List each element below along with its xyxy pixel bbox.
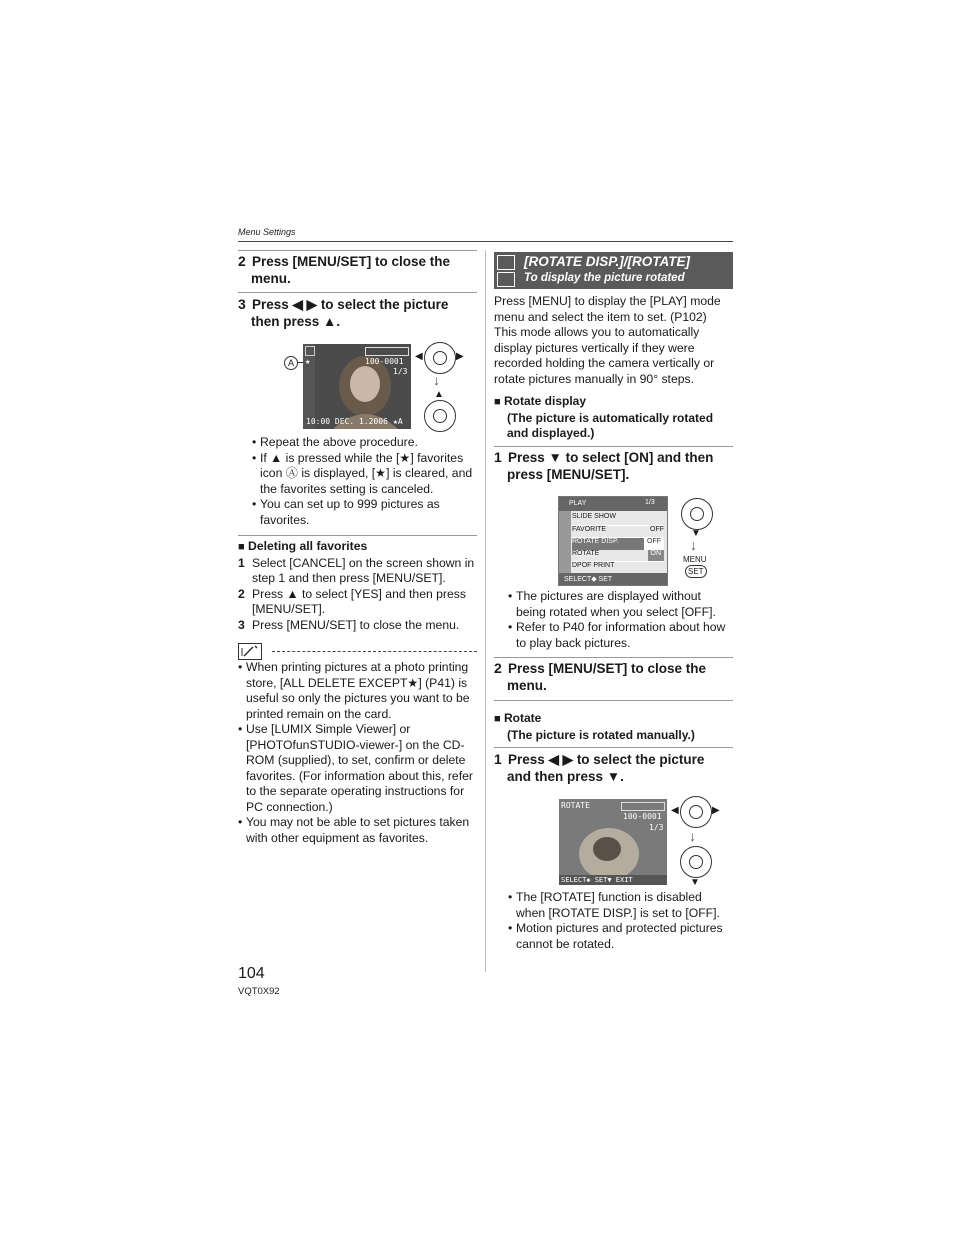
camera-screen: ★ 100-0001 1/3 10:00 DEC. 1.2006 ★A xyxy=(303,344,411,429)
battery-status-icon xyxy=(621,802,665,811)
square-bullet-icon: ■ xyxy=(494,713,501,725)
right-arrow-icon: ▶ xyxy=(712,805,720,816)
top-rule xyxy=(238,241,733,242)
rotate-label: ROTATE xyxy=(561,801,590,810)
section-subtitle: To display the picture rotated xyxy=(524,272,685,284)
note-icon xyxy=(238,643,262,660)
dpad-left-right-icon xyxy=(680,796,712,828)
marker-a-icon: A xyxy=(284,356,298,370)
list-item: Press ▲ to select [YES] and then press [MENU/SET]. xyxy=(252,586,466,616)
menu-item-selected[interactable]: ROTATE DISP. OFF xyxy=(572,538,664,550)
column-divider xyxy=(485,250,486,972)
list-item: • You can set up to 999 pictures as favorites. xyxy=(252,497,480,528)
list-item: Select [CANCEL] on the screen shown in step 1 and then press [MENU/SET]. xyxy=(252,555,475,585)
list-item: • If ▲ is pressed while the [★] favorites icon Ⓐ is displayed, [★] is cleared, and the favorites setting is canceled. xyxy=(252,451,480,498)
rotate-display-heading: ■ Rotate display (The picture is automatically rotated and displayed.) xyxy=(494,394,714,440)
rotate-heading: ■ Rotate (The picture is rotated manually.) xyxy=(494,711,695,742)
left-bullets-1 xyxy=(252,435,480,528)
dashed-rule xyxy=(272,651,477,652)
rule xyxy=(238,292,477,293)
rule xyxy=(238,535,477,536)
menu-footer: SELECT◆ SET xyxy=(564,576,613,583)
dpad-down-icon xyxy=(680,846,712,878)
right-step-1b: 1 Press ◀ ▶ to select the picture and then press ▼. xyxy=(494,751,705,784)
rule xyxy=(238,250,477,251)
down-triangle-icon: ▼ xyxy=(691,528,701,539)
right-arrow-icon: ▶ xyxy=(456,351,464,362)
section-header: Menu Settings xyxy=(238,227,296,237)
list-item: • Motion pictures and protected pictures cannot be rotated. xyxy=(508,921,732,952)
list-item: • The pictures are displayed without being rotated when you select [OFF]. xyxy=(508,589,732,620)
menu-page: 1/3 xyxy=(645,499,655,506)
document-code: VQT0X92 xyxy=(238,986,280,997)
menu-title: PLAY xyxy=(569,500,587,507)
section-title-bar xyxy=(494,252,733,289)
down-arrow-icon: ↓ xyxy=(689,828,696,844)
list-item: • Repeat the above procedure. xyxy=(252,435,480,451)
square-bullet-icon: ■ xyxy=(238,541,245,553)
menu-item[interactable]: ROTATE ON xyxy=(572,550,664,563)
down-triangle-icon: ▼ xyxy=(690,877,700,888)
right-step-2: 2 Press [MENU/SET] to close the menu. xyxy=(494,660,707,693)
list-item: • You may not be able to set pictures taken with other equipment as favorites. xyxy=(238,815,478,846)
notes-list xyxy=(238,660,478,846)
right-step-1: 1 Press ▼ to select [ON] and then press [MENU/SET]. xyxy=(494,449,714,482)
rotate-footer: SELECT◆ SET▼ EXIT xyxy=(561,876,633,884)
battery-status-icon xyxy=(365,347,409,356)
play-mode-icon xyxy=(305,346,315,356)
menu-item[interactable]: FAVORITE OFF xyxy=(572,526,664,539)
menu-label: MENU xyxy=(683,555,707,564)
deleting-title: Deleting all favorites xyxy=(248,539,368,553)
menu-item[interactable]: DPOF PRINT xyxy=(572,562,615,569)
rule xyxy=(494,700,733,701)
left-step-3: 3 Press ◀ ▶ to select the picture then press ▲. xyxy=(238,296,449,329)
star-icon: ★ xyxy=(305,357,311,367)
deleting-favorites: ■ Deleting all favorites 1 Select [CANCEL] on the screen shown in step 1 and then press [MENU/SET]. 2 Press ▲ to select [YES] and then press [MENU/SET]. 3 Press [MENU/SET] to close the menu. xyxy=(238,539,478,633)
up-arrow-icon: ▲ xyxy=(434,389,444,400)
left-arrow-icon: ◀ xyxy=(671,805,679,816)
left-arrow-icon: ◀ xyxy=(415,351,423,362)
right-bullets-2 xyxy=(508,890,732,952)
dpad-left-right-icon xyxy=(424,342,456,374)
right-bullets-1 xyxy=(508,589,732,651)
list-item: • When printing pictures at a photo printing store, [ALL DELETE EXCEPT★] (P41) is useful so only the pictures you want to be printed remain on the card. xyxy=(238,660,478,722)
page-number: 104 xyxy=(238,965,265,982)
rule xyxy=(494,747,733,748)
list-item: • The [ROTATE] function is disabled when [ROTATE DISP.] is set to [OFF]. xyxy=(508,890,732,921)
menu-item[interactable]: SLIDE SHOW xyxy=(572,513,664,526)
list-item: • Use [LUMIX Simple Viewer] or [PHOTOfunSTUDIO-viewer-] on the CD-ROM (supplied), to set, confirm or delete favorites. (For information about this, refer to the separate operating instructions for PC connection.) xyxy=(238,722,478,815)
list-item: • Refer to P40 for information about how to play back pictures. xyxy=(508,620,732,651)
menu-tab-strip xyxy=(559,511,571,573)
dpad-up-icon xyxy=(424,400,456,432)
intro-text: Press [MENU] to display the [PLAY] mode menu and select the item to set. (P102) This mode allows you to automatically display pictures vertically if they were recorded holding the camera vertically or rotate pictures manually in 90° steps. xyxy=(494,294,721,386)
rotate-disp-icon xyxy=(497,255,515,270)
square-bullet-icon: ■ xyxy=(494,396,501,408)
rule xyxy=(494,657,733,658)
menu-items xyxy=(572,513,664,574)
set-button-icon: SET xyxy=(685,565,707,578)
left-step-2: 2 Press [MENU/SET] to close the menu. xyxy=(238,253,451,286)
rule xyxy=(494,446,733,447)
rotate-screen: ROTATE 100-0001 1/3 SELECT◆ SET▼ EXIT xyxy=(559,799,667,885)
rotate-icon xyxy=(497,272,515,287)
section-title: [ROTATE DISP.]/[ROTATE] xyxy=(524,254,690,269)
down-arrow-icon: ↓ xyxy=(433,372,440,388)
down-arrow-icon: ↓ xyxy=(690,537,697,553)
list-item: Press [MENU/SET] to close the menu. xyxy=(252,617,460,632)
play-menu-screen xyxy=(558,496,668,586)
dpad-down-icon xyxy=(681,498,713,530)
